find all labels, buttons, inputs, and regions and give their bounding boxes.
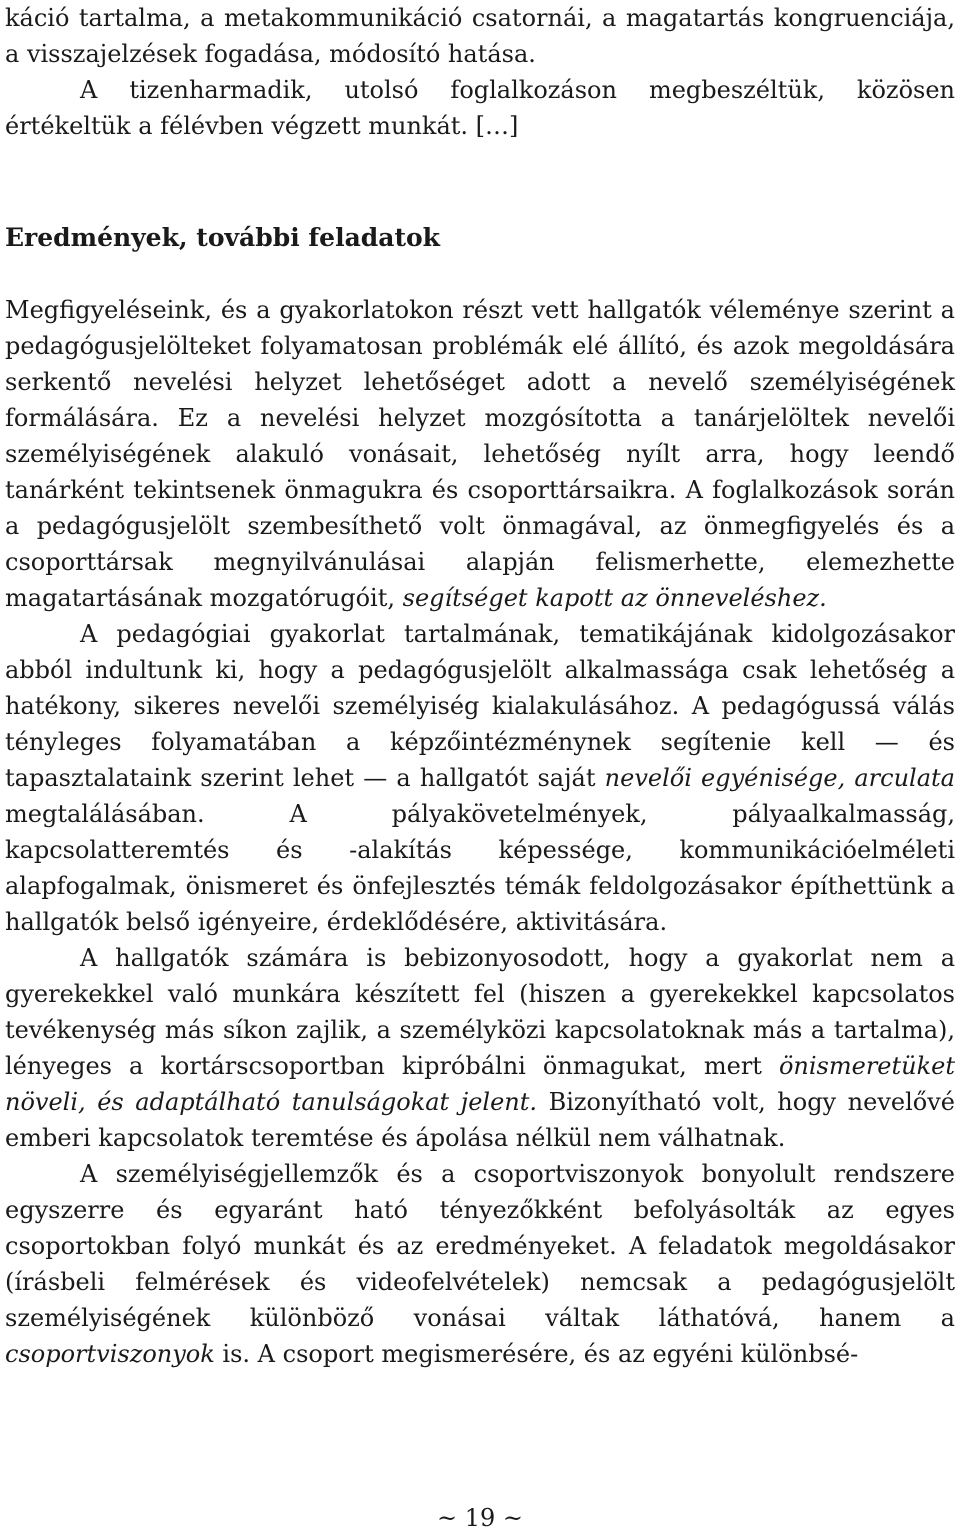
intro-paragraph-text: A tizenharmadik, utolsó foglalkozáson megbeszéltük, közösen értékeltük a félévben végzett munkát. […] <box>5 76 955 140</box>
emphasis-text: csoportviszonyok <box>5 1340 215 1368</box>
section-title: Eredmények, további feladatok <box>5 223 440 252</box>
paragraph-text: megtalálásában. A pályakövetelmények, pályaalkalmasság, kapcsolatteremtés és -alakítás képessége, kommunikációelméleti alapfogalmak, önismeret és önfejlesztés témák feldolgozásakor építhettünk a hallgatók belső igényeire, érdeklődésére, aktivitására. <box>5 800 955 936</box>
paragraph-text: A pedagógiai gyakorlat tartalmának, tematikájának kidolgozásakor abból indultunk ki, hogy a pedagógusjelölt alkalmassága csak lehetőség a hatékony, sikeres nevelői személyiség kialakulásához. A pedagógussá válás tényleges folyamatában a képzőintézménynek segítenie kell — és tapasztalataink szerint lehet — a hallgatót saját <box>5 620 955 792</box>
paragraph-text: is. A csoport megismerésére, és az egyéni különbsé- <box>214 1340 859 1368</box>
paragraph-text: Megfigyeléseink, és a gyakorlatokon részt vett hallgatók véleménye szerint a pedagógusjelölteket folyamatosan problémák elé állító, és azok megoldására serkentő nevelési helyzet lehetőséget adott a nevelő személyiségének formálására. Ez a nevelési helyzet mozgósította a tanárjelöltek nevelői személyiségének alakuló vonásait, lehetőség nyílt arra, hogy leendő tanárként tekintsenek önmagukra és csoporttársaikra. A foglalkozások során a pedagógusjelölt szembesíthető volt önmagával, az önmegfigyelés és a csoporttársak megnyilvánulásai alapján felismerhette, elemezhette magatartásának mozgatórugóit, <box>5 296 955 612</box>
paragraph-text: A személyiségjellemzők és a csoportviszonyok bonyolult rendszere egyszerre és egyaránt ható tényezőkként befolyásolták az egyes csoportokban folyó munkát és az eredményeket. A feladatok megoldásakor (írásbeli felmérések és videofelvételek) nemcsak a pedagógusjelölt személyiségének különböző vonásai váltak láthatóvá, hanem a <box>5 1160 955 1332</box>
paragraph-text: Bizonyítható volt, hogy nevelővé emberi kapcsolatok teremtése és ápolása nélkül nem válhatnak. <box>5 1088 955 1152</box>
intro-text: káció tartalma, a metakommunikáció csatornái, a magatartás kongruenciája, a visszajelzések fogadása, módosító hatása. <box>5 4 955 68</box>
page-number: ~ 19 ~ <box>436 1504 523 1532</box>
emphasis-text: önismeretüket növeli, és adaptálható tanulságokat jelent. <box>5 1052 955 1116</box>
document-page <box>5 0 955 1372</box>
intro-paragraph <box>5 72 955 144</box>
emphasis-text: segítséget kapott az önneveléshez. <box>402 584 827 612</box>
results-paragraph-1 <box>5 292 955 616</box>
intro-continuation <box>5 0 955 72</box>
results-paragraph-2 <box>5 616 955 940</box>
results-paragraph-3 <box>5 940 955 1156</box>
paragraph-text: A hallgatók számára is bebizonyosodott, hogy a gyakorlat nem a gyerekekkel való munkára készített fel (hiszen a gyerekekkel kapcsolatos tevékenység más síkon zajlik, a személyközi kapcsolatoknak más a tartalma), lényeges a kortárscsoportban kipróbálni önmagukat, mert <box>5 944 955 1080</box>
emphasis-text: nevelői egyénisége, arculata <box>604 764 955 792</box>
results-paragraph-4 <box>5 1156 955 1372</box>
